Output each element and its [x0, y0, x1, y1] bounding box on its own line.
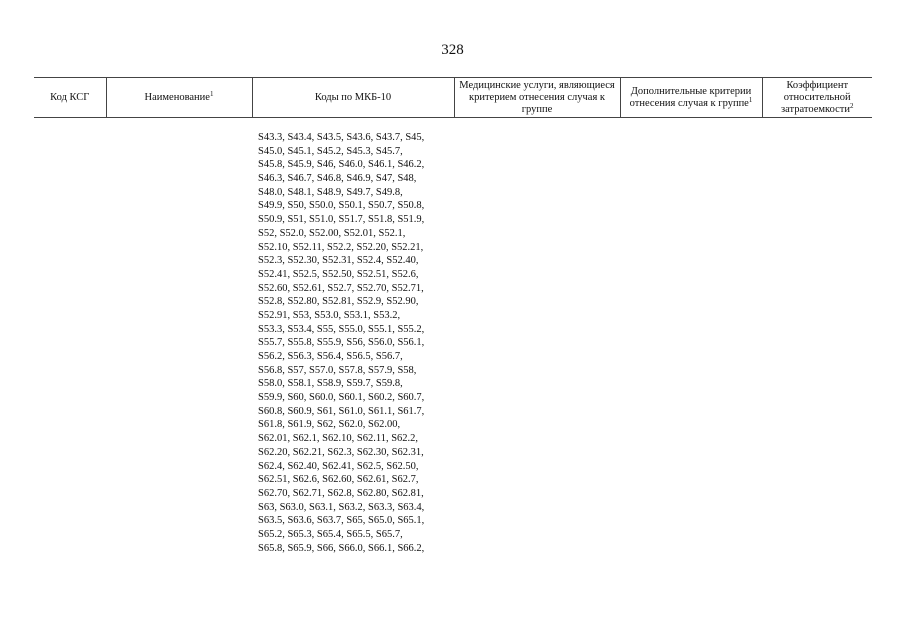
mkb-code-line: S62.70, S62.71, S62.8, S62.80, S62.81,	[258, 487, 424, 499]
header-additional-criteria: Дополнительные критерии отнесения случая к группе$^1$	[620, 78, 762, 118]
mkb-code-line: S56.8, S57, S57.0, S57.8, S57.9, S58,	[258, 364, 417, 376]
mkb-code-line: S62.01, S62.1, S62.10, S62.11, S62.2,	[258, 433, 419, 445]
mkb-code-line: S48.0, S48.1, S48.9, S49.7, S49.8,	[258, 186, 403, 198]
mkb-code-line: S62.51, S62.6, S62.60, S62.61, S62.7,	[258, 474, 419, 486]
ksg-table-header	[34, 77, 872, 118]
page-number: 328	[441, 42, 464, 58]
mkb-code-line: S52, S52.0, S52.00, S52.01, S52.1,	[258, 227, 406, 239]
mkb-code-line: S63, S63.0, S63.1, S63.2, S63.3, S63.4,	[258, 501, 425, 513]
header-coefficient: Коэффициент относительной затратоемкости$^2$	[762, 78, 872, 118]
mkb-code-line: S53.3, S53.4, S55, S55.0, S55.1, S55.2,	[258, 323, 425, 335]
mkb-codes-cell	[258, 131, 453, 555]
mkb-code-line: S52.8, S52.80, S52.81, S52.9, S52.90,	[258, 296, 419, 308]
mkb-code-line: S46.3, S46.7, S46.8, S46.9, S47, S48,	[258, 173, 417, 185]
header-medical-services: Медицинские услуги, являющиеся критерием отнесения случая к группе	[454, 78, 620, 118]
mkb-code-line: S52.10, S52.11, S52.2, S52.20, S52.21,	[258, 241, 424, 253]
mkb-code-line: S58.0, S58.1, S58.9, S59.7, S59.8,	[258, 378, 403, 390]
header-mkb-codes: Коды по МКБ-10	[252, 78, 454, 118]
mkb-code-line: S45.0, S45.1, S45.2, S45.3, S45.7,	[258, 145, 403, 157]
mkb-code-line: S59.9, S60, S60.0, S60.1, S60.2, S60.7,	[258, 392, 425, 404]
mkb-code-line: S65.8, S65.9, S66, S66.0, S66.1, S66.2,	[258, 542, 425, 554]
header-name: Наименование$^1$	[106, 78, 252, 118]
mkb-code-line: S62.4, S62.40, S62.41, S62.5, S62.50,	[258, 460, 419, 472]
mkb-code-line: S65.2, S65.3, S65.4, S65.5, S65.7,	[258, 528, 403, 540]
mkb-code-line: S45.8, S45.9, S46, S46.0, S46.1, S46.2,	[258, 159, 425, 171]
mkb-code-line: S63.5, S63.6, S63.7, S65, S65.0, S65.1,	[258, 515, 425, 527]
mkb-code-line: S52.41, S52.5, S52.50, S52.51, S52.6,	[258, 268, 419, 280]
mkb-code-line: S62.20, S62.21, S62.3, S62.30, S62.31,	[258, 446, 424, 458]
mkb-code-line: S50.9, S51, S51.0, S51.7, S51.8, S51.9,	[258, 214, 425, 226]
mkb-code-line: S52.3, S52.30, S52.31, S52.4, S52.40,	[258, 255, 419, 267]
header-ksg-code: Код КСГ	[34, 78, 106, 118]
mkb-code-line: S52.60, S52.61, S52.7, S52.70, S52.71,	[258, 282, 424, 294]
mkb-code-line: S52.91, S53, S53.0, S53.1, S53.2,	[258, 309, 401, 321]
header-row	[34, 78, 872, 118]
mkb-code-line: S49.9, S50, S50.0, S50.1, S50.7, S50.8,	[258, 200, 425, 212]
mkb-code-line: S43.3, S43.4, S43.5, S43.6, S43.7, S45,	[258, 132, 425, 143]
mkb-code-line: S55.7, S55.8, S55.9, S56, S56.0, S56.1,	[258, 337, 425, 349]
mkb-code-line: S61.8, S61.9, S62, S62.0, S62.00,	[258, 419, 401, 431]
mkb-code-line: S60.8, S60.9, S61, S61.0, S61.1, S61.7,	[258, 405, 425, 417]
mkb-code-line: S56.2, S56.3, S56.4, S56.5, S56.7,	[258, 351, 403, 362]
